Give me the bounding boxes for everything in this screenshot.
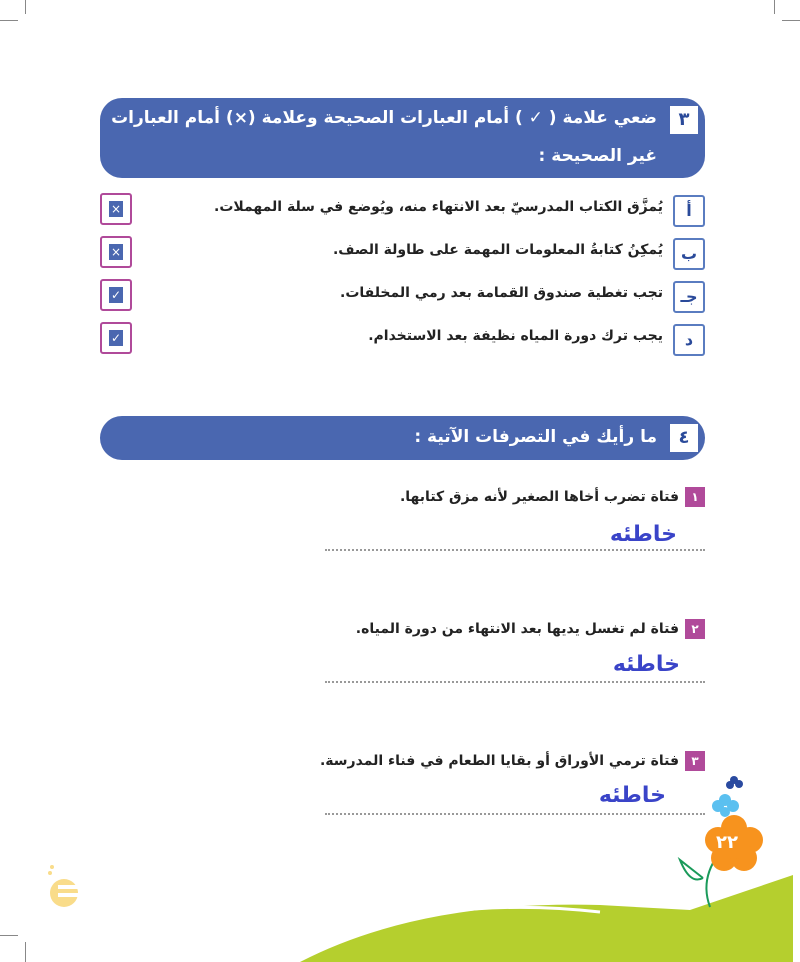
- statement-text: يجب ترك دورة المياه نظيفة بعد الاستخدام.: [368, 328, 663, 344]
- leaf-icon: [680, 860, 703, 880]
- check-mark-icon: ✓: [110, 331, 122, 345]
- item-letter: أ: [673, 195, 705, 227]
- item-letter: جـ: [673, 281, 705, 313]
- statement-text: تجب تغطية صندوق القمامة بعد رمي المخلفات.: [340, 285, 663, 301]
- question-number: ٣: [685, 751, 705, 771]
- handwritten-answer[interactable]: خاطئه: [598, 783, 666, 808]
- statement-text: يُمكِنُ كتابةُ المعلومات المهمة على طاولة الصف.: [332, 242, 663, 258]
- question-number: ١: [685, 487, 705, 507]
- item-letter: ب: [673, 238, 705, 270]
- grass-hill: [300, 875, 793, 962]
- item-letter: د: [673, 324, 705, 356]
- page-number: ٢٢: [716, 832, 738, 853]
- tiny-flower-icon: [726, 776, 743, 789]
- section-title-line1: ضعي علامة ( ✓ ) أمام العبارات الصحيحة وعلامة (×) أمام العبارات: [111, 108, 657, 128]
- handwritten-answer[interactable]: خاطئه: [612, 652, 680, 677]
- section-number: ٣: [670, 106, 698, 134]
- section-title: ما رأيك في التصرفات الآتية :: [414, 427, 657, 447]
- cross-mark-icon: ×: [110, 202, 122, 216]
- publisher-logo: [48, 865, 78, 907]
- handwritten-answer[interactable]: خاطئه: [609, 522, 677, 547]
- question-text: فتاة لم تغسل يديها بعد الانتهاء من دورة المياه.: [355, 621, 679, 637]
- section-number: ٤: [670, 424, 698, 452]
- cross-mark-icon: ×: [110, 245, 122, 259]
- section-title-line2: غير الصحيحة :: [538, 146, 657, 166]
- question-number: ٢: [685, 619, 705, 639]
- question-text: فتاة تضرب أخاها الصغير لأنه مزق كتابها.: [399, 489, 679, 505]
- check-mark-icon: ✓: [110, 288, 122, 302]
- question-text: فتاة ترمي الأوراق أو بقايا الطعام في فناء المدرسة.: [319, 753, 679, 769]
- small-flower-icon: [712, 794, 739, 817]
- statement-text: يُمزَّق الكتاب المدرسيّ بعد الانتهاء منه، ويُوضع في سلة المهملات.: [214, 199, 663, 215]
